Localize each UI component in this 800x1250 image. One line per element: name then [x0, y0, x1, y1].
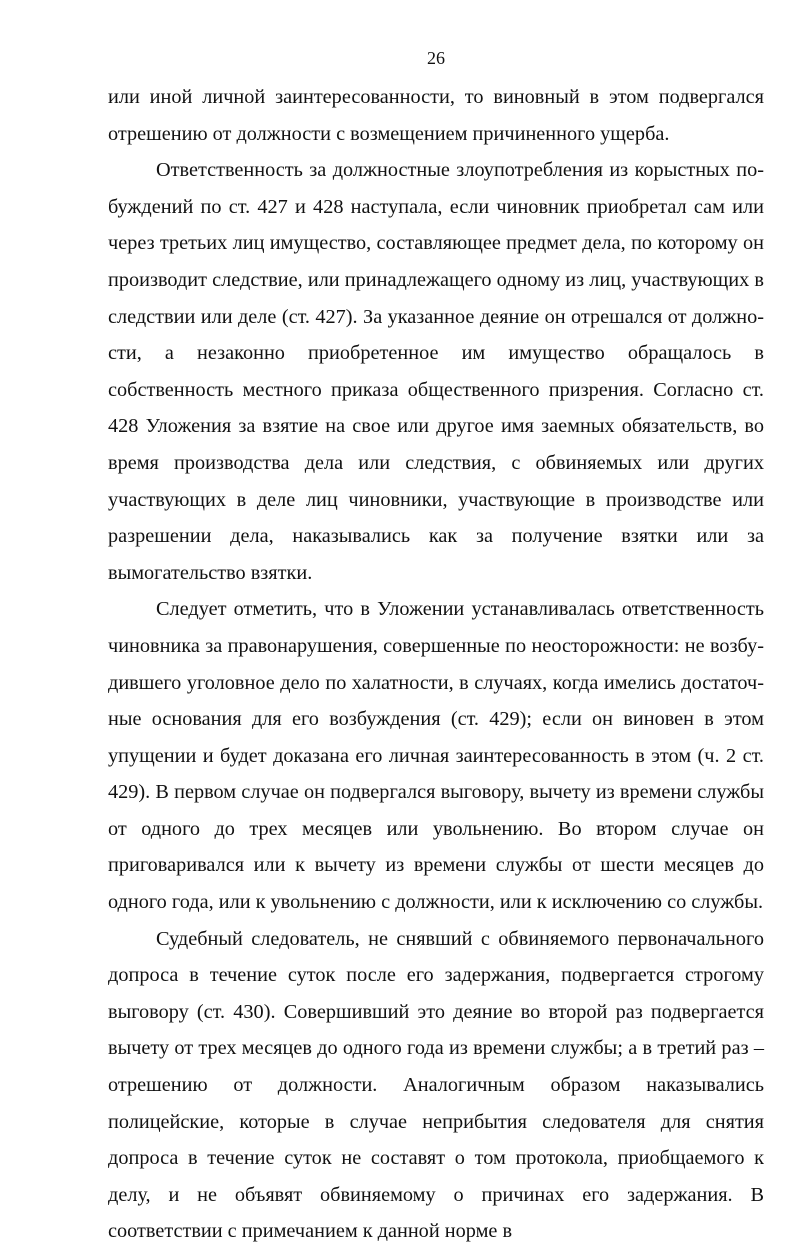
page-number: 26 [427, 48, 445, 68]
paragraph-1: или иной личной заинтересованности, то виновный в этом подвергался отрешению от должности с возмещением причиненного ущерба. [108, 86, 764, 145]
body-text [108, 79, 764, 1250]
paragraph-2: Ответственность за должностные злоупотребления из корыстных побуждений по ст. 427 и 428 наступала, если чиновник приобретал сам или через третьих лиц имущество, составляющее предмет дела, по которому он производит следствие, или принадлежащего одному из лиц, участвующих в следствии или деле (ст. 427). За указанное деяние он отрешался от должности, а незаконно приобретенное им имущество обращалось в собственность местного приказа общественного призрения. Согласно ст. 428 Уложения за взятие на свое или другое имя заемных обязательств, во время производства дела или следствия, с обвиняемых или других участвующих в деле лиц чиновники, участвующие в производстве или разрешении дела, наказывались как за получение взятки или за вымогательство взятки. [108, 159, 764, 584]
paragraph-4: Судебный следователь, не снявший с обвиняемого первоначального допроса в течение суток после его задержания, подвергается строгому выговору (ст. 430). Совершивший это деяние во второй раз подвергается вычету от трех месяцев до одного года из времени службы; а в третий раз – отрешению от должности. Аналогичным образом наказывались полицейские, которые в случае неприбытия следователя для снятия допроса в течение суток не составят о том протокола, приобщаемого к делу, и не объявят обвиняемому о причинах его задержания. В соответствии с примечанием к данной норме в [108, 927, 764, 1243]
paragraph-3: Следует отметить, что в Уложении устанавливалась ответственность чиновника за правонарушения, совершенные по неосторожности: не возбудившего уголовное дело по халатности, в случаях, когда имелись достаточные основания для его возбуждения (ст. 429); если он виновен в этом упущении и будет доказана его личная заинтересованность в этом (ч. 2 ст. 429). В первом случае он подвергался выговору, вычету из времени службы от одного до трех месяцев или увольнению. Во втором случае он приговаривался или к вычету из времени службы от шести месяцев до одного года, или к увольнению с должности, или к исключению со службы. [108, 598, 764, 914]
